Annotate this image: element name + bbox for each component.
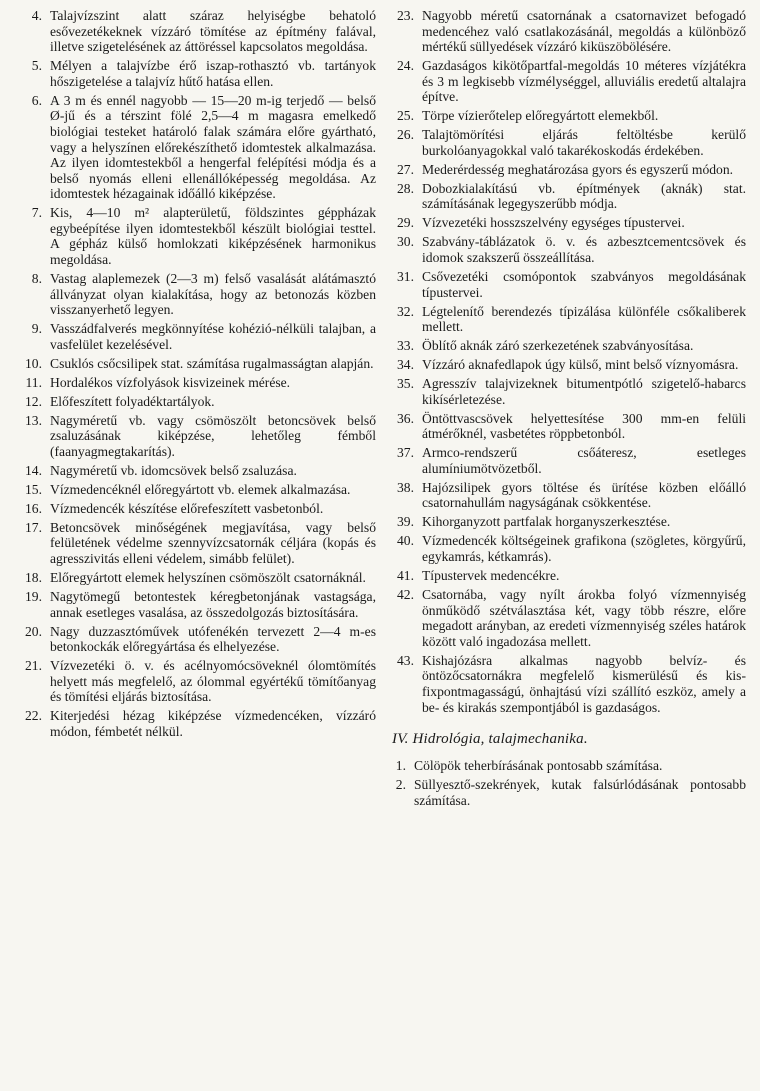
item-number: 9.	[31, 321, 42, 337]
item-text: Öblítő aknák záró szerkezetének szabványosítása.	[422, 338, 694, 354]
item-text: Csuklós csőcsilipek stat. számítása rugalmasságtan alapján.	[50, 355, 374, 371]
list-item	[20, 375, 376, 391]
list-item	[392, 269, 746, 300]
list-item	[20, 58, 376, 89]
item-text: Előfeszített folyadéktartályok.	[50, 393, 215, 409]
item-number: 14.	[25, 462, 42, 478]
item-text: Süllyesztő-szekrények, kutak falsúrlódásának pontosabb számítása.	[414, 777, 746, 808]
item-text: Talajtömörítési eljárás feltöltésbe kerülő burkolóanyagokkal való takarékoskodás érdekében.	[422, 127, 746, 158]
list-item	[392, 181, 746, 212]
right-item-list	[392, 8, 746, 715]
list-item	[392, 411, 746, 442]
list-item	[20, 570, 376, 586]
item-number: 23.	[397, 8, 414, 23]
item-number: 8.	[31, 271, 42, 287]
list-item	[20, 708, 376, 739]
right-column	[392, 8, 746, 1091]
item-number: 41.	[397, 568, 414, 584]
item-number: 43.	[397, 652, 414, 668]
list-item	[20, 413, 376, 460]
section-item-list	[392, 758, 746, 808]
item-text: Kihorganyzott partfalak horganyszerkesztése.	[422, 514, 671, 530]
item-text: Nagy duzzasztóművek utófenékén tervezett 2—4 m-es betonkockák előregyártása és elhelyezése.	[50, 623, 376, 655]
item-number: 25.	[397, 108, 414, 124]
item-number: 24.	[397, 58, 414, 74]
item-text: Vasszádfalverés megkönnyítése kohézió-nélküli talajban, a vasfelület kezelésével.	[50, 321, 376, 352]
item-text: Mélyen a talajvízbe érő iszap-rothasztó vb. tartányok hőszigetelése a talajvíz hűtő hatása ellen.	[50, 58, 376, 89]
item-number: 26.	[397, 127, 414, 143]
item-number: 32.	[397, 303, 414, 319]
list-item	[20, 205, 376, 267]
list-item	[392, 58, 746, 105]
list-item	[20, 501, 376, 517]
item-text: Kis, 4—10 m² alapterületű, földszintes géppházak egybeépítése ilyen idomtestekből készült biológiai testtel. A gépház külső homlokzati kiképzésének harmonikus megoldása.	[50, 205, 376, 268]
item-text: Vízmedencék költségeinek grafikona (szögletes, körgyűrű, egykamrás, kétkamrás).	[422, 533, 746, 565]
item-text: Nagyméretű vb. vagy csömöszölt betoncsövek belső zsaluzásának kiképzése, lehetőleg fémből (faanyagmegtakarítás).	[50, 412, 376, 459]
item-number: 22.	[25, 708, 42, 724]
item-number: 31.	[397, 269, 414, 285]
item-text: Agresszív talajvizeknek bitumentpótló szigetelő-habarcs kikísérletezése.	[422, 376, 746, 407]
item-text: Dobozkialakítású vb. építmények (aknák) stat. számításának legegyszerűbb módja.	[422, 180, 746, 212]
item-number: 40.	[397, 533, 414, 549]
item-text: Cölöpök teherbírásának pontosabb számítása.	[414, 758, 663, 774]
item-number: 21.	[25, 658, 42, 674]
item-number: 7.	[31, 205, 42, 221]
item-number: 13.	[25, 412, 42, 428]
list-item	[20, 321, 376, 352]
item-number: 27.	[397, 161, 414, 177]
item-number: 29.	[397, 215, 414, 231]
item-text: Talajvízszint alatt száraz helyiségbe behatoló esővezetékeknek vízzáró tömítése az építmény falával, illetve szigetelésének az áttöréssel kapcsolatos megoldása.	[50, 8, 376, 55]
item-text: A 3 m és ennél nagyobb — 15—20 m-ig terjedő — belső Ø-jű és a térszint fölé 2,5—4 m magasra emelkedő biológiai testeket határoló falak számára előre gyártható, vagy a helyszínen előrekészíthető idomtestek alkalmazása. Az ilyen idomtestekből a hengerfal felépítési módja és a belső nyomás elleni ellenállóképesség megoldása. Az idomtestek hézagainak időálló kiképzése.	[50, 92, 376, 202]
item-number: 12.	[25, 393, 42, 409]
list-item	[20, 8, 376, 55]
item-number: 30.	[397, 234, 414, 250]
list-item	[392, 215, 746, 231]
item-number: 15.	[25, 481, 42, 497]
item-number: 4.	[31, 8, 42, 23]
item-number: 17.	[25, 519, 42, 535]
item-text: Nagyméretű vb. idomcsövek belső zsaluzása.	[50, 462, 297, 478]
item-text: Vízmedencéknél előregyártott vb. elemek alkalmazása.	[50, 481, 351, 497]
item-text: Nagyobb méretű csatornának a csatornavizet befogadó medencéhez való csatlakozásánál, megoldás a különböző mértékű süllyedések vízzáró kiküszöbölésére.	[422, 8, 746, 55]
item-text: Csatornába, vagy nyílt árokba folyó vízmennyiség önműködő szétválasztása két, vagy több részre, előre megadott arányban, az eredeti vízmennyiség széles határok között való ingadozása mellett.	[422, 587, 746, 649]
list-item	[20, 589, 376, 620]
list-item	[20, 356, 376, 372]
section-heading: IV. Hidrológia, talajmechanika.	[392, 731, 588, 748]
item-text: Hordalékos vízfolyások kisvizeinek mérése.	[50, 374, 291, 390]
list-item	[392, 480, 746, 511]
item-text: Légtelenítő berendezés típizálása különféle csőkaliberek mellett.	[422, 303, 746, 335]
list-item	[20, 482, 376, 498]
item-number: 19.	[25, 589, 42, 605]
item-number: 37.	[397, 445, 414, 461]
list-item	[20, 394, 376, 410]
item-text: Szabvány-táblázatok ö. v. és azbesztcementcsövek és idomok szakszerű összeállítása.	[422, 234, 746, 266]
list-item	[392, 108, 746, 124]
list-item	[392, 304, 746, 335]
item-number: 34.	[397, 357, 414, 373]
list-item	[392, 777, 746, 808]
item-number: 10.	[25, 355, 42, 371]
item-text: Vastag alaplemezek (2—3 m) felső vasalását alátámasztó állványzat olyan kialakítása, hogy az betonozás közben visszanyerhető legyen.	[50, 271, 376, 318]
item-number: 39.	[397, 514, 414, 530]
item-text: Törpe vízierőtelep előregyártott elemekből.	[422, 108, 659, 124]
item-number: 1.	[395, 758, 406, 774]
list-item	[392, 376, 746, 407]
item-number: 18.	[25, 570, 42, 586]
item-text: Csővezetéki csomópontok szabványos megoldásának típustervei.	[422, 269, 746, 300]
item-text: Vízmedencék készítése előrefeszített vasbetonból.	[50, 500, 324, 516]
item-number: 38.	[397, 479, 414, 495]
item-text: Előregyártott elemek helyszínen csömöszölt csatornáknál.	[50, 570, 366, 586]
list-item	[392, 338, 746, 354]
list-item	[392, 568, 746, 584]
item-number: 2.	[395, 777, 406, 793]
list-item	[392, 8, 746, 55]
list-item	[392, 533, 746, 564]
item-number: 33.	[397, 338, 414, 354]
item-text: Vízvezetéki hosszszelvény egységes típustervei.	[422, 215, 685, 231]
item-text: Vízvezetéki ö. v. és acélnyomócsöveknél ólomtömítés helyett más megfelelő, az ólommal egyértékű tömítőanyag és tömítési eljárás biztosítása.	[50, 658, 376, 705]
item-text: Betoncsövek minőségének megjavítása, vagy belső felületének védelme szennyvízcsatornák céljára (kopás és agresszivitás elleni védelem, simább felület).	[50, 519, 376, 567]
list-item	[392, 653, 746, 715]
item-text: Kishajózásra alkalmas nagyobb belvíz- és öntözőcsatornákra megfelelő kismerülésű és kis-fixpontmagasságú, önhajtású vízi szállító eszköz, amely a be- és kirakás szempontjából is gazdaságos.	[422, 652, 746, 715]
list-item	[392, 234, 746, 265]
list-item	[20, 93, 376, 202]
item-number: 36.	[397, 410, 414, 426]
list-item	[20, 463, 376, 479]
left-column	[20, 8, 376, 1091]
item-text: Nagytömegű betontestek kéregbetonjának vastagsága, annak esetleges vasalása, az összedolgozás biztosítására.	[50, 589, 376, 620]
item-number: 35.	[397, 376, 414, 392]
item-number: 5.	[31, 58, 42, 74]
item-text: Armco-rendszerű csőáteresz, esetleges alumíniumötvözetből.	[422, 445, 746, 476]
item-number: 20.	[25, 623, 42, 639]
item-text: Gazdaságos kikötőpartfal-megoldás 10 méteres vízjátékra és 3 m legkisebb vízmélységgel, alluviális eredetű altalajra építve.	[422, 58, 746, 105]
item-number: 16.	[25, 500, 42, 516]
item-text: Vízzáró aknafedlapok úgy külső, mint belső víznyomásra.	[422, 357, 739, 373]
item-text: Hajózsilipek gyors töltése és ürítése közben előálló csatornahullám nagyságának csökkentése.	[422, 479, 746, 511]
list-item	[20, 520, 376, 567]
item-number: 11.	[25, 374, 42, 390]
item-number: 28.	[397, 180, 414, 196]
list-item	[392, 357, 746, 373]
item-text: Mederérdesség meghatározása gyors és egyszerű módon.	[422, 161, 734, 177]
list-item	[392, 162, 746, 178]
item-text: Öntöttvascsövek helyettesítése 300 mm-en felüli átmérőknél, vasbetétes röppbetonból.	[422, 410, 746, 442]
item-number: 42.	[397, 587, 414, 603]
list-item	[392, 127, 746, 158]
list-item	[392, 587, 746, 649]
item-text: Típustervek medencékre.	[422, 568, 560, 584]
list-item	[392, 514, 746, 530]
list-item	[392, 758, 746, 774]
list-item	[20, 271, 376, 318]
list-item	[392, 445, 746, 476]
list-item	[20, 624, 376, 655]
item-number: 6.	[31, 92, 42, 108]
list-item	[20, 658, 376, 705]
item-text: Kiterjedési hézag kiképzése vízmedencéken, vízzáró módon, fémbetét nélkül.	[50, 708, 376, 739]
